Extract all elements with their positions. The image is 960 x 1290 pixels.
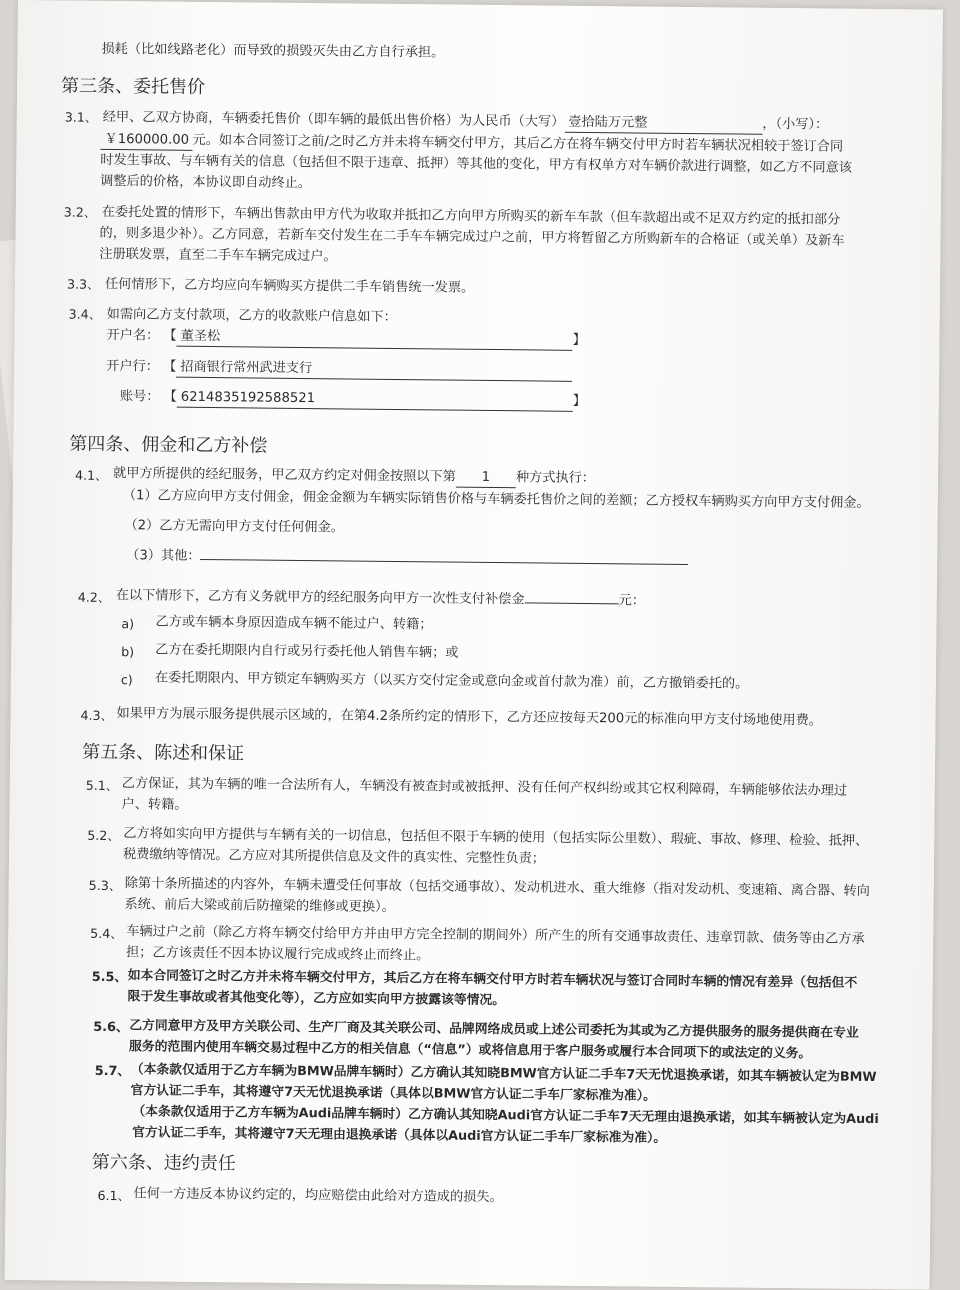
account-name-value: 董圣松: [177, 328, 573, 351]
clause-5-4-line2: 担；乙方该责任不因本协议履行完成或终止而终止。: [125, 945, 430, 964]
commission-choice-field: 1: [456, 469, 516, 488]
clause-4-3-number: 4.3、: [80, 707, 114, 724]
clause-3-3-text: 任何情形下，乙方均应向车辆购买方提供二手车销售统一发票。: [104, 276, 475, 296]
right-bracket: 】: [572, 332, 586, 348]
clause-5-4-line1: 车辆过户之前（除乙方将车辆交付给甲方并由甲方完全控制的期间外）所产生的所有交通事故责任、违章罚款、债务等由乙方承: [126, 924, 865, 947]
clause-3-4-number: 3.4、: [68, 306, 102, 322]
item-a-marker: a): [121, 616, 135, 632]
clause-5-6-line2: 服务的范围内使用车辆交易过程中乙方的相关信息（“信息”）或将信息用于客户服务或履行本合同项下的或法定的义务。: [128, 1039, 812, 1062]
clause-3-2-line2: 的，则多退少补）。乙方同意，若新车交付发生在二手车车辆完成过户之前，甲方将暂留乙方所购新车的合格证（或关单）及新车: [99, 225, 845, 249]
clause-5-5-line1: 如本合同签订之时乙方并未将车辆交付甲方，其后乙方在将车辆交付甲方时若车辆状况与签订合同时车辆的情况有差异（包括但不: [127, 968, 858, 991]
article-3-title: 第三条、委托售价: [60, 75, 206, 98]
clause-6-1-number: 6.1、: [97, 1187, 131, 1204]
compensation-amount-field: [525, 602, 619, 604]
clause-3-1-text-c: 元。如本合同签订之前/之时乙方并未将车辆交付甲方，其后乙方在将车辆交付甲方时若车辆状况相较于签订合同: [192, 132, 844, 155]
left-bracket: 【: [163, 389, 177, 405]
clause-3-3-number: 3.3、: [66, 276, 100, 292]
article-4-title: 第四条、佣金和乙方补偿: [69, 433, 268, 457]
clause-5-7-line1: （本条款仅适用于乙方车辆为BMW品牌车辆时）乙方确认其知晓BMW官方认证二手车7天无忧退换承诺，如其车辆被认定为BMW: [130, 1062, 877, 1086]
carryover-line: 损耗（比如线路老化）而导致的损毁灭失由乙方自行承担。: [101, 41, 445, 61]
right-bracket: 】: [572, 393, 587, 409]
contract-page: [5, 0, 943, 1290]
clause-5-3-line2: 系统、前后大梁或前后防撞梁的维修或更换）。: [124, 897, 395, 915]
left-bracket: 【: [163, 359, 177, 375]
commission-other-field: [200, 559, 688, 565]
clause-3-2-line1: 在委托处置的情形下，车辆出售款由甲方代为收取并抵扣乙方向甲方所购买的新车车款（但车款超出或不足双方约定的抵扣部分: [101, 204, 841, 228]
article-6-title: 第六条、违约责任: [91, 1151, 236, 1175]
clause-5-7-line4: 官方认证二手车，其将遵守7天无理由退换承诺（具体以Audi官方认证二手车厂家标准为准）。: [132, 1125, 667, 1146]
clause-5-5-number: 5.5、: [91, 969, 128, 986]
clause-5-6-line1: 乙方同意甲方及甲方关联公司、生产厂商及其关联公司、品牌网络成员或上述公司委托为其或为乙方提供服务的服务提供商在专业: [129, 1018, 859, 1041]
item-b-marker: b): [121, 644, 135, 660]
commission-option-3: [126, 547, 688, 571]
clause-3-2-line3: 注册联发票，直至二手车车辆完成过户。: [99, 246, 337, 265]
account-name-row: [106, 327, 585, 351]
price-lowercase-field: ￥160000.00: [100, 131, 192, 151]
clause-5-6-number: 5.6、: [93, 1019, 129, 1036]
clause-3-2-number: 3.2、: [63, 204, 97, 220]
clause-5-1-line2: 户、转籍。: [121, 797, 188, 813]
clause-4-1-text-a: 就甲方所提供的经纪服务，甲乙双方约定对佣金按照以下第: [112, 466, 456, 485]
clause-4-2-line1: [116, 587, 645, 610]
clause-3-1-text-b: ，（小写）：: [762, 116, 829, 133]
clause-3-4-text: 如需向乙方支付款项，乙方的收款账户信息如下：: [106, 306, 397, 325]
clause-3-1-number: 3.1、: [64, 109, 98, 125]
clause-3-1-line4: 调整后的价格，本协议即自动终止。: [100, 173, 312, 192]
clause-4-1-number: 4.1、: [74, 467, 108, 483]
commission-option-3-label: （3）其他：: [126, 548, 201, 564]
account-number-value: 6214835192588521: [177, 389, 573, 412]
clause-3-1-text-a: 经甲、乙双方协商，车辆委托售价（即车辆的最低出售价格）为人民币（大写）: [102, 109, 565, 130]
account-number-row: [120, 388, 586, 412]
account-number-label: 账号：: [119, 389, 160, 405]
clause-4-2-text-b: 元：: [618, 593, 646, 609]
clause-5-4-number: 5.4、: [90, 925, 123, 942]
clause-5-1-number: 5.1、: [85, 777, 119, 794]
bank-value: 招商银行常州武进支行: [176, 359, 572, 382]
clause-5-2-line2: 税费缴纳等情况。乙方应对其所提供信息及文件的真实性、完整性负责；: [122, 847, 546, 867]
bank-label: 开户行：: [106, 358, 159, 375]
clause-6-1-text: 任何一方违反本协议约定的，均应赔偿由此给对方造成的损失。: [133, 1186, 503, 1206]
clause-4-3-text: 如果甲方为展示服务提供展示区域的，在第4.2条所约定的情形下，乙方还应按每天200元的标准向甲方支付场地使用费。: [116, 706, 823, 729]
clause-4-1-line1: [113, 465, 595, 489]
account-name-label: 开户名：: [106, 327, 160, 344]
commission-option-2: （2）乙方无需向甲方支付任何佣金。: [124, 518, 344, 536]
clause-3-1-line3: 时发生事故、与车辆有关的信息（包括但不限于违章、抵押）等其他的变化，甲方有权单方对车辆价款进行调整，如乙方不同意该: [100, 152, 853, 176]
commission-option-1: （1）乙方应向甲方支付佣金，佣金金额为车辆实际销售价格与车辆委托售价之间的差额；乙方授权车辆购买方向甲方支付佣金。: [122, 488, 870, 511]
clause-5-3-number: 5.3、: [88, 877, 122, 894]
clause-5-3-line1: 除第十条所描述的内容外，车辆未遭受任何事故（包括交通事故）、发动机进水、重大维修（指对发动机、变速箱、离合器、转向: [124, 876, 870, 899]
clause-4-2-text-a: 在以下情形下，乙方有义务就甲方的经纪服务向甲方一次性支付补偿金: [115, 588, 525, 608]
clause-5-7-line2: 官方认证二手车，其将遵守7天无忧退换承诺（具体以BMW官方认证二手车厂家标准为准）。: [130, 1083, 657, 1104]
clause-4-2-number: 4.2、: [77, 589, 111, 605]
item-c-marker: c): [120, 672, 133, 688]
clause-5-1-line1: 乙方保证，其为车辆的唯一合法所有人，车辆没有被查封或被抵押、没有任何产权纠纷或其它权利障碍，车辆能够依法办理过: [121, 776, 848, 799]
clause-5-2-line1: 乙方将如实向甲方提供与车辆有关的一切信息，包括但不限于车辆的使用（包括实际公里数）、瑕疵、事故、修理、检验、抵押、: [123, 826, 869, 849]
clause-5-7-number: 5.7、: [94, 1063, 131, 1080]
bank-row: [106, 358, 572, 382]
left-bracket: 【: [163, 328, 177, 344]
article-5-title: 第五条、陈述和保证: [82, 741, 245, 765]
clause-5-7-line3: （本条款仅适用于乙方车辆为Audi品牌车辆时）乙方确认其知晓Audi官方认证二手车7天无理由退换承诺，如其车辆被认定为Audi: [132, 1104, 879, 1128]
clause-5-5-line2: 限于发生事故或者其他变化等），乙方应如实向甲方披露该等情况。: [127, 989, 506, 1009]
price-uppercase-field: 壹拾陆万元整: [564, 114, 762, 135]
clause-5-2-number: 5.2、: [87, 827, 120, 844]
item-b-text: 乙方在委托期限内自行或另行委托他人销售车辆；或: [155, 642, 459, 661]
clause-4-1-text-b: 种方式执行：: [515, 470, 596, 487]
item-a-text: 乙方或车辆本身原因造成车辆不能过户、转籍；: [155, 614, 433, 633]
item-c-text: 在委托期限内、甲方锁定车辆购买方（以买方交付定金或意向金或首付款为准）前，乙方撤销委托的。: [154, 670, 749, 692]
